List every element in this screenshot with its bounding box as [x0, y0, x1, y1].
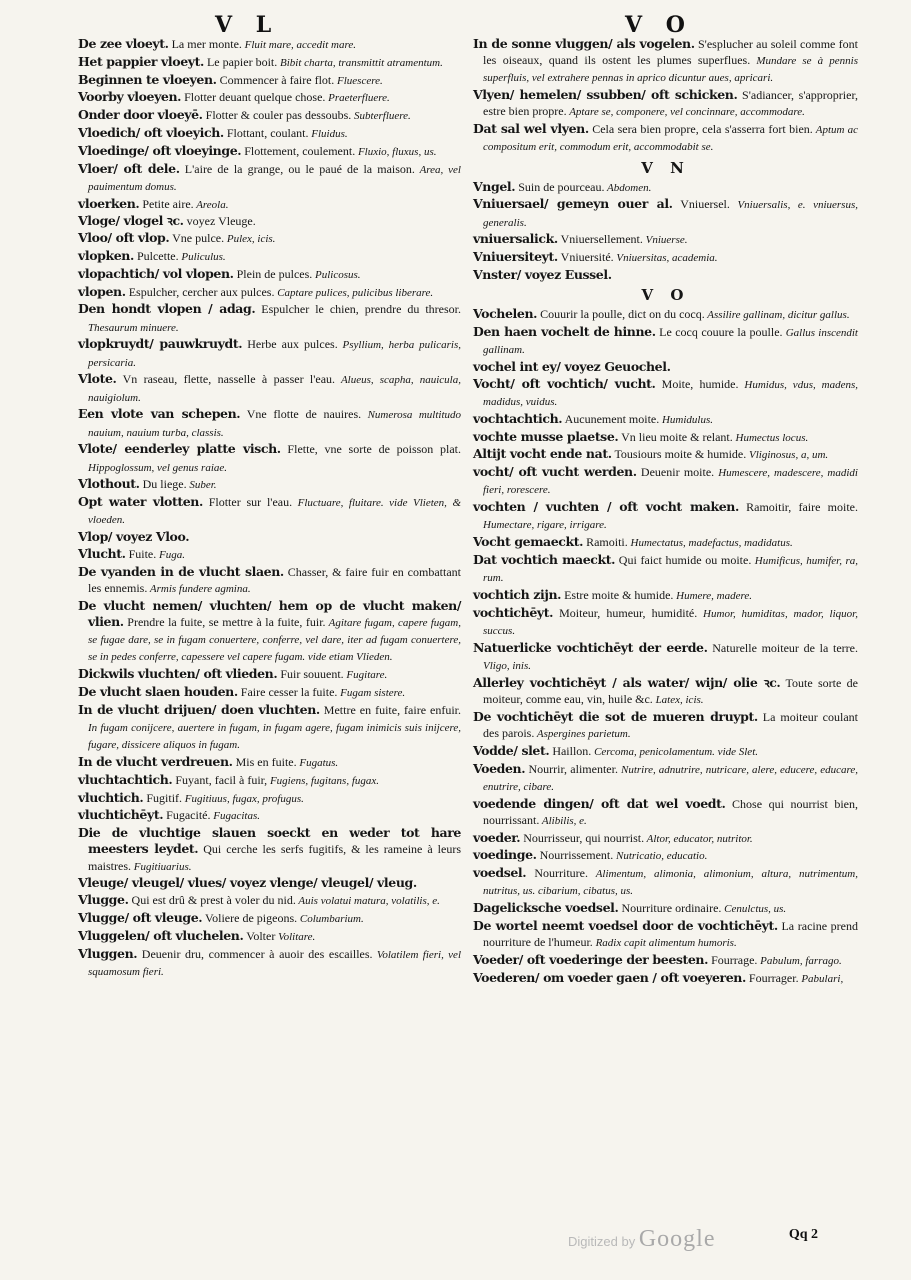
dictionary-entry: [78, 301, 461, 335]
entry-latin-gloss: Numerosa multitudo nauium, nauium turba, classis.: [88, 409, 461, 439]
entry-headword: vochel int ey/ voyez Geuochel.: [473, 359, 671, 374]
entry-french-gloss: Flottement, coulement.: [241, 143, 356, 158]
entry-french-gloss: Pulcette.: [133, 248, 179, 263]
dictionary-entry: [473, 830, 858, 847]
entry-headword: In de vlucht verdreuen.: [78, 753, 233, 769]
entry-french-gloss: Mettre en fuite, faire enfuir.: [319, 702, 461, 717]
dictionary-entry: [78, 284, 461, 301]
entry-french-gloss: La mer monte.: [168, 37, 242, 51]
entry-latin-gloss: Captare pulices, pulicibus liberare.: [274, 286, 434, 299]
entry-french-gloss: Estre moite & humide.: [561, 587, 674, 602]
running-head-left: V L: [215, 12, 280, 38]
entry-headword: Vochelen.: [473, 306, 538, 322]
entry-french-gloss: Voliere de pigeons.: [202, 910, 298, 925]
entry-french-gloss: Commencer à faire flot.: [216, 72, 335, 87]
entry-french-gloss: Le cocq couure la poulle.: [655, 325, 783, 339]
entry-headword: Allerley vochtichēyt / als water/ wijn/ olie ꝛc.: [473, 674, 781, 690]
entry-latin-gloss: Vliginosus, a, um.: [746, 449, 829, 462]
entry-headword: De wortel neemt voedsel door de vochtichēyt.: [473, 917, 778, 933]
entry-french-gloss: Du liege.: [139, 477, 187, 492]
entry-headword: vloerken.: [78, 195, 140, 211]
entry-french-gloss: Vne pulce.: [169, 231, 225, 246]
entry-latin-gloss: Fugam sistere.: [337, 686, 406, 699]
entry-headword: vluchtich.: [78, 789, 144, 805]
entry-latin-gloss: Humectus locus.: [732, 431, 809, 444]
entry-latin-gloss: Pabulum, farrago.: [757, 954, 842, 967]
entry-latin-gloss: Fugitiuus, fugax, profugus.: [182, 792, 304, 805]
dictionary-entry: [473, 411, 858, 428]
dictionary-entry: [473, 675, 858, 708]
entry-latin-gloss: Agitare fugam, capere fugam, se fugae dare, se in fugam conuertere, conferre, vel dare, iter ad fugam conuertere, se in pedes conferre, capessere vel capere fugam. vide etiam Vlieden.: [88, 616, 461, 664]
entry-headword: voedinge.: [473, 847, 537, 863]
dictionary-entry: [78, 546, 461, 563]
dictionary-entry: [78, 196, 461, 213]
dictionary-entry: [78, 161, 461, 195]
entry-french-gloss: Prendre la fuite, se mettre à la fuite, fuir.: [123, 614, 326, 629]
entry-french-gloss: Ramoiti.: [583, 535, 628, 550]
entry-headword: Dat vochtich maeckt.: [473, 551, 616, 567]
entry-headword: Dickwils vluchten/ oft vlieden.: [78, 666, 278, 682]
entry-headword: voeder.: [473, 829, 521, 845]
signature-mark: Qq 2: [788, 1227, 818, 1242]
entry-headword: In de sonne vluggen/ als vogelen.: [473, 36, 695, 51]
dictionary-entry: [473, 121, 858, 155]
dictionary-entry: [78, 125, 461, 142]
entry-latin-gloss: Pulex, icis.: [224, 233, 276, 246]
entry-headword: Het pappier vloeyt.: [78, 53, 204, 69]
entry-french-gloss: voyez Vleuge.: [183, 214, 256, 229]
entry-latin-gloss: Radix capit alimentum humoris.: [592, 937, 737, 950]
dictionary-entry: [473, 552, 858, 586]
dictionary-entry: [78, 910, 461, 927]
entry-headword: Voeden.: [473, 760, 526, 776]
dictionary-entry: [473, 865, 858, 899]
dictionary-entry: [78, 807, 461, 824]
entry-latin-gloss: Pabulari,: [798, 972, 844, 985]
entry-french-gloss: Nourrir, alimenter.: [525, 761, 618, 776]
entry-french-gloss: Deuenir moite.: [636, 465, 715, 480]
entry-headword: Vniuersael/ gemeyn ouer al.: [473, 196, 673, 212]
entry-french-gloss: Vne flotte de nauires.: [240, 407, 362, 422]
entry-headword: Vodde/ slet.: [473, 742, 550, 758]
watermark-prefix: Digitized by: [568, 1234, 636, 1249]
dictionary-entry: [78, 476, 461, 493]
entry-french-gloss: Fourrager.: [745, 970, 799, 985]
entry-french-gloss: Plein de pulces.: [233, 266, 313, 281]
entry-headword: vochtichēyt.: [473, 604, 554, 620]
dictionary-entry: [473, 324, 858, 358]
entry-headword: In de vlucht drijuen/ doen vluchten.: [78, 701, 320, 717]
entry-french-gloss: Chasser, & faire fuir en combattant les ennemis.: [88, 564, 461, 595]
entry-latin-gloss: Fluit mare, accedit mare.: [241, 39, 356, 51]
dictionary-entry: [473, 847, 858, 864]
entry-french-gloss: Vn raseau, flette, nasselle à passer l'eau.: [116, 372, 336, 387]
entry-french-gloss: Cela sera bien propre, cela s'asserra fort bien.: [588, 122, 813, 137]
entry-headword: vlopken.: [78, 247, 134, 263]
entry-french-gloss: La racine prend nourriture de l'humeur.: [483, 918, 859, 950]
entry-french-gloss: Qui faict humide ou moite.: [615, 552, 752, 567]
entry-latin-gloss: Altor, educator, nutritor.: [644, 832, 753, 845]
dictionary-entry: [78, 441, 461, 475]
entry-french-gloss: Tousiours moite & humide.: [611, 447, 747, 462]
entry-headword: vochtachtich.: [473, 410, 563, 426]
dictionary-entry: [78, 143, 461, 160]
entry-headword: Dagelicksche voedsel.: [473, 900, 619, 916]
entry-latin-gloss: Vniuerse.: [642, 234, 688, 247]
entry-headword: vluchtichēyt.: [78, 807, 164, 823]
entry-french-gloss: Vniuersité.: [557, 250, 614, 265]
entry-headword: Een vlote van schepen.: [78, 406, 241, 422]
entry-latin-gloss: Volatilem fieri, vel squamosum fieri.: [88, 948, 461, 978]
entry-headword: Natuerlicke vochtichēyt der eerde.: [473, 639, 708, 655]
entry-latin-gloss: Thesaurum minuere.: [88, 321, 179, 334]
entry-headword: Vlyen/ hemelen/ ssubben/ oft schicken.: [473, 87, 738, 103]
dictionary-entry: [78, 213, 461, 229]
entry-headword: Den hondt vlopen / adag.: [78, 301, 256, 317]
entry-headword: Vlugge/ oft vleuge.: [78, 909, 203, 925]
entry-headword: Vlote/ eenderley platte visch.: [78, 441, 281, 457]
entry-french-gloss: Ramoitir, faire moite.: [738, 500, 858, 515]
entry-french-gloss: Suin de pourceau.: [515, 179, 605, 194]
dictionary-entry: [78, 825, 461, 875]
entry-headword: Altijt vocht ende nat.: [473, 446, 612, 462]
dictionary-entry: [78, 72, 461, 89]
entry-french-gloss: Naturelle moiteur de la terre.: [707, 640, 858, 655]
entry-latin-gloss: Armis fundere agmina.: [147, 582, 251, 595]
entry-french-gloss: Qui cerche les serfs fugitifs, & les rameine à leurs maistres.: [88, 842, 461, 873]
entry-french-gloss: Flottant, coulant.: [223, 125, 309, 140]
entry-headword: Dat sal wel vlyen.: [473, 121, 589, 137]
entry-headword: Onder door vloeyē.: [78, 107, 203, 123]
entry-latin-gloss: Aptum ac compositum erit, commodum erit, accommodabit se.: [483, 124, 859, 154]
entry-headword: Voederen/ om voeder gaen / oft voeyeren.: [473, 969, 746, 985]
dictionary-entry: [78, 54, 461, 71]
dictionary-entry: [78, 336, 461, 370]
entry-french-gloss: Fuir souuent.: [277, 667, 344, 682]
dictionary-entry: [473, 359, 858, 375]
entry-latin-gloss: Latex, icis.: [652, 693, 704, 706]
dictionary-entry: [473, 918, 858, 951]
entry-french-gloss: Deuenir dru, commencer à auoir des escailles.: [137, 946, 373, 961]
entry-latin-gloss: Auis volatui matura, volatilis, e.: [295, 895, 440, 908]
dictionary-entry: [473, 761, 858, 795]
entry-latin-gloss: Subterfluere.: [351, 110, 411, 123]
dictionary-entry: [473, 306, 858, 323]
entry-headword: De vyanden in de vlucht slaen.: [78, 563, 284, 579]
dictionary-entry: [473, 952, 858, 969]
entry-headword: Die de vluchtige slauen soeckt en weder tot hare meesters leydet.: [78, 825, 461, 857]
entry-french-gloss: Vniuersellement.: [557, 232, 643, 247]
entry-latin-gloss: Vniuersalis, e. vniuersus, generalis.: [483, 199, 858, 229]
dictionary-entry: [78, 371, 461, 405]
entry-french-gloss: Vn lieu moite & relant.: [618, 429, 733, 444]
entry-latin-gloss: Alibilis, e.: [539, 814, 587, 827]
dictionary-entry: [78, 36, 461, 53]
entry-latin-gloss: Fugacitas.: [210, 810, 260, 823]
entry-latin-gloss: Fluescere.: [334, 74, 383, 87]
dictionary-entry: [78, 406, 461, 440]
entry-french-gloss: Nourrisseur, qui nourrist.: [520, 830, 645, 845]
entry-headword: vochte musse plaetse.: [473, 428, 619, 444]
entry-latin-gloss: Alueus, scapha, nauicula, nauigiolum.: [88, 374, 461, 404]
entry-latin-gloss: Vligo, inis.: [483, 659, 531, 672]
entry-french-gloss: L'aire de la grange, ou le paué de la maison.: [179, 161, 415, 176]
entry-latin-gloss: Humidus, vdus, madens, madidus, vuidus.: [483, 378, 859, 408]
entry-latin-gloss: Suber.: [186, 479, 217, 492]
entry-latin-gloss: Bibit charta, transmittit atramentum.: [277, 56, 443, 69]
entry-headword: Vleuge/ vleugel/ vlues/ voyez vlenge/ vleugel/ vleug.: [78, 875, 417, 891]
watermark-brand: Google: [638, 1226, 716, 1252]
dictionary-entry: [78, 529, 461, 545]
entry-headword: Vluggen.: [78, 945, 138, 961]
dictionary-entry: [78, 266, 461, 283]
entry-headword: vniuersalick.: [473, 231, 558, 247]
entry-latin-gloss: Psyllium, herba pulicaris, persicaria.: [88, 339, 461, 369]
entry-headword: Vlop/ voyez Vloo.: [78, 529, 190, 545]
running-head-right: V O: [625, 12, 693, 38]
entry-latin-gloss: Fluctuare, fluitare. vide Vlieten, & vloeden.: [88, 497, 462, 527]
dictionary-entry: [473, 231, 858, 248]
dictionary-entry: [473, 376, 858, 410]
entry-latin-gloss: Fuga.: [156, 548, 185, 561]
entry-latin-gloss: Assilire gallinam, dicitur gallus.: [704, 309, 850, 322]
entry-french-gloss: Haillon.: [549, 743, 592, 758]
entry-headword: De vlucht slaen houden.: [78, 683, 238, 699]
entry-french-gloss: Couurir la poulle, dict on du cocq.: [537, 307, 705, 322]
entry-headword: Vloer/ oft dele.: [78, 160, 180, 176]
entry-headword: vlopkruydt/ pauwkruydt.: [78, 336, 243, 352]
entry-latin-gloss: Humectatus, madefactus, madidatus.: [627, 537, 793, 550]
entry-french-gloss: Flotter deuant quelque chose.: [181, 90, 326, 105]
entry-headword: Vngel.: [473, 178, 516, 194]
entry-latin-gloss: Volitare.: [275, 930, 316, 943]
dictionary-entry: [78, 892, 461, 909]
section-letter-heading: V N: [641, 158, 690, 177]
dictionary-entry: [473, 499, 858, 533]
entry-latin-gloss: Vniuersitas, academia.: [613, 252, 718, 265]
dictionary-entry: [473, 464, 858, 498]
entry-latin-gloss: Mundare se à pennis superfluis, vel extrahere pennas in aprico dicuntur aues, apricari.: [483, 55, 858, 85]
dictionary-entry: [78, 248, 461, 265]
entry-headword: Vloedinge/ oft vloeyinge.: [78, 142, 242, 158]
entry-headword: De vochtichēyt die sot de mueren druypt.: [473, 708, 758, 724]
dictionary-entry: [78, 89, 461, 106]
dictionary-entry: [473, 429, 858, 446]
dictionary-entry: [78, 684, 461, 701]
entry-headword: Vluggelen/ oft vluchelen.: [78, 927, 244, 943]
entry-latin-gloss: In fugam conijcere, auertere in fugam, in fugam agere, fugam inimicis suis inijcere, fugare, dissicere aliquos in fugam.: [88, 721, 461, 752]
dictionary-entry: [473, 587, 858, 604]
dictionary-entry: [78, 564, 461, 597]
entry-latin-gloss: Alimentum, alimonia, alimonium, altura, nutrimentum, nutritus, us. cibarium, cibatus, us.: [483, 868, 858, 898]
entry-french-gloss: Espulcher, cercher aux pulces.: [125, 284, 275, 299]
entry-headword: De vlucht nemen/ vluchten/ hem op de vlucht maken/ vlien.: [78, 597, 461, 629]
entry-french-gloss: Flotter sur l'eau.: [202, 495, 293, 510]
entry-latin-gloss: Cenulctus, us.: [721, 903, 787, 916]
entry-latin-gloss: Abdomen.: [604, 181, 652, 194]
entry-french-gloss: Fugitif.: [143, 790, 183, 805]
entry-headword: Vlote.: [78, 371, 117, 387]
entry-latin-gloss: Pulicosus.: [312, 268, 361, 281]
entry-french-gloss: Mis en fuite.: [232, 754, 297, 769]
section-letter-heading: V O: [641, 286, 690, 305]
dictionary-entry: [78, 875, 461, 891]
dictionary-entry: [473, 267, 858, 283]
entry-headword: Beginnen te vloeyen.: [78, 71, 217, 87]
entry-latin-gloss: Humidulus.: [659, 413, 714, 426]
entry-french-gloss: Fourrage.: [708, 952, 758, 967]
entry-french-gloss: Volter: [243, 928, 276, 943]
entry-french-gloss: Le papier boit.: [203, 54, 278, 69]
dictionary-entry: [78, 666, 461, 683]
entry-french-gloss: Qui est drû & prest à voler du nid.: [128, 893, 296, 908]
entry-headword: vlopen.: [78, 283, 126, 299]
dictionary-entry: [473, 970, 858, 987]
entry-french-gloss: Toute sorte de moiteur, comme eau, vin, huile &c.: [483, 675, 858, 706]
entry-headword: Vniuersiteyt.: [473, 249, 558, 265]
dictionary-entry: [473, 446, 858, 463]
entry-french-gloss: Aucunement moite.: [562, 411, 660, 426]
entry-headword: Vocht/ oft vochtich/ vucht.: [473, 375, 656, 391]
entry-headword: Voeder/ oft voederinge der beesten.: [473, 951, 709, 967]
dictionary-entry: [78, 494, 461, 528]
dictionary-entry: [473, 36, 858, 87]
dictionary-entry: [473, 605, 858, 639]
entry-latin-gloss: Fugiens, fugitans, fugax.: [267, 774, 380, 787]
dictionary-entry: [78, 598, 461, 666]
dictionary-entry: [473, 87, 858, 120]
entry-latin-gloss: Area, vel pauimentum domus.: [88, 163, 461, 193]
entry-headword: Vloo/ oft vlop.: [78, 230, 170, 246]
entry-french-gloss: Nourriture ordinaire.: [618, 901, 722, 916]
entry-latin-gloss: Columbarium.: [297, 912, 364, 925]
dictionary-entry: [78, 754, 461, 771]
entry-latin-gloss: Areola.: [193, 198, 229, 211]
entry-headword: Vnster/ voyez Eussel.: [473, 267, 612, 282]
entry-headword: vlopachtich/ vol vlopen.: [78, 265, 234, 281]
entry-latin-gloss: Fugitare.: [343, 669, 388, 682]
entry-headword: vluchtachtich.: [78, 771, 173, 787]
entry-french-gloss: Moiteur, humeur, humidité.: [553, 605, 698, 620]
entry-french-gloss: Nourrissement.: [536, 848, 614, 863]
dictionary-entry: [78, 702, 461, 754]
entry-latin-gloss: Humere, madere.: [673, 589, 753, 602]
entry-headword: voedsel.: [473, 865, 527, 881]
dictionary-entry: [473, 534, 858, 551]
dictionary-entry: [473, 743, 858, 760]
entry-headword: vochtich zijn.: [473, 586, 562, 602]
entry-french-gloss: Vniuersel.: [672, 197, 730, 212]
entry-headword: vochten / vuchten / oft vocht maken.: [473, 499, 739, 515]
entry-french-gloss: Nourriture.: [526, 866, 588, 881]
entry-latin-gloss: Aspergines parietum.: [534, 727, 631, 740]
entry-french-gloss: S'esplucher au soleil comme font les oiseaux, quand ils ostent les plumes superflues.: [483, 37, 858, 68]
entry-headword: Vloge/ vlogel ꝛc.: [78, 213, 184, 229]
entry-headword: Vlugge.: [78, 892, 129, 908]
entry-french-gloss: Fuite.: [125, 546, 157, 561]
dictionary-entry: [473, 900, 858, 917]
entry-latin-gloss: Fugitiuarius.: [131, 860, 192, 873]
dictionary-entry: [78, 230, 461, 247]
entry-latin-gloss: Fluxio, fluxus, us.: [355, 145, 437, 158]
dictionary-entry: [473, 196, 858, 230]
entry-headword: Den haen vochelt de hinne.: [473, 324, 656, 339]
entry-french-gloss: Flotter & couler pas dessoubs.: [202, 108, 352, 123]
entry-french-gloss: Flette, vne sorte de poisson plat.: [280, 442, 461, 457]
dictionary-entry: [78, 928, 461, 945]
entry-french-gloss: Faire cesser la fuite.: [237, 684, 338, 699]
entry-french-gloss: S'adiancer, s'approprier, estre bien propre.: [483, 88, 858, 119]
entry-headword: Vloedich/ oft vloeyich.: [78, 124, 224, 140]
entry-headword: Opt water vlotten.: [78, 494, 203, 510]
entry-french-gloss: Fugacité.: [163, 808, 211, 823]
dictionary-entry: [78, 107, 461, 124]
entry-latin-gloss: Nutricatio, educatio.: [613, 850, 708, 863]
entry-latin-gloss: Aptare se, componere, vel concinnare, accommodare.: [566, 106, 805, 119]
entry-headword: voedende dingen/ oft dat wel voedt.: [473, 795, 726, 811]
dictionary-entry: [473, 796, 858, 829]
entry-headword: Vlucht.: [78, 545, 126, 561]
dictionary-entry: [473, 179, 858, 196]
right-column: [473, 36, 858, 988]
dictionary-entry: [78, 772, 461, 789]
entry-latin-gloss: Puliculus.: [178, 250, 226, 263]
entry-french-gloss: Herbe aux pulces.: [242, 337, 338, 352]
entry-headword: vocht/ oft vucht werden.: [473, 464, 637, 480]
entry-latin-gloss: Humificus, humifer, ra, rum.: [483, 554, 858, 585]
dictionary-entry: [78, 790, 461, 807]
entry-latin-gloss: Cercoma, penicolamentum. vide Slet.: [591, 745, 758, 758]
entry-latin-gloss: Praeterfluere.: [325, 92, 390, 105]
entry-latin-gloss: Gallus inscendit gallinam.: [483, 327, 858, 357]
dictionary-entry: [473, 640, 858, 674]
dictionary-entry: [473, 709, 858, 742]
entry-french-gloss: La moiteur coulant des parois.: [483, 709, 858, 740]
entry-latin-gloss: Nutrire, adnutrire, nutricare, alere, educere, educare, enutrire, cibare.: [483, 763, 858, 793]
entry-french-gloss: Petite aire.: [139, 196, 194, 211]
digitized-watermark: [568, 1226, 715, 1253]
dictionary-entry: [78, 946, 461, 980]
entry-french-gloss: Moite, humide.: [655, 376, 739, 391]
entry-latin-gloss: Humectare, rigare, irrigare.: [483, 519, 607, 532]
entry-headword: Vocht gemaeckt.: [473, 534, 584, 550]
entry-french-gloss: Espulcher le chien, prendre du thresor.: [255, 302, 461, 317]
entry-latin-gloss: Fugatus.: [296, 756, 339, 769]
entry-headword: Vlothout.: [78, 476, 140, 492]
entry-latin-gloss: Fluidus.: [308, 127, 348, 140]
entry-french-gloss: Fuyant, facil à fuir,: [172, 772, 268, 787]
entry-latin-gloss: Humescere, madescere, madidi fieri, rorescere.: [483, 467, 858, 497]
entry-french-gloss: Chose qui nourrist bien, nourrissant.: [483, 796, 859, 827]
entry-headword: De zee vloeyt.: [78, 36, 169, 51]
left-column: [78, 36, 461, 981]
dictionary-entry: [473, 249, 858, 266]
entry-latin-gloss: Humor, humiditas, mador, liquor, succus.: [483, 607, 858, 637]
entry-headword: Voorby vloeyen.: [78, 89, 182, 105]
entry-latin-gloss: Hippoglossum, vel genus raiae.: [88, 461, 228, 474]
